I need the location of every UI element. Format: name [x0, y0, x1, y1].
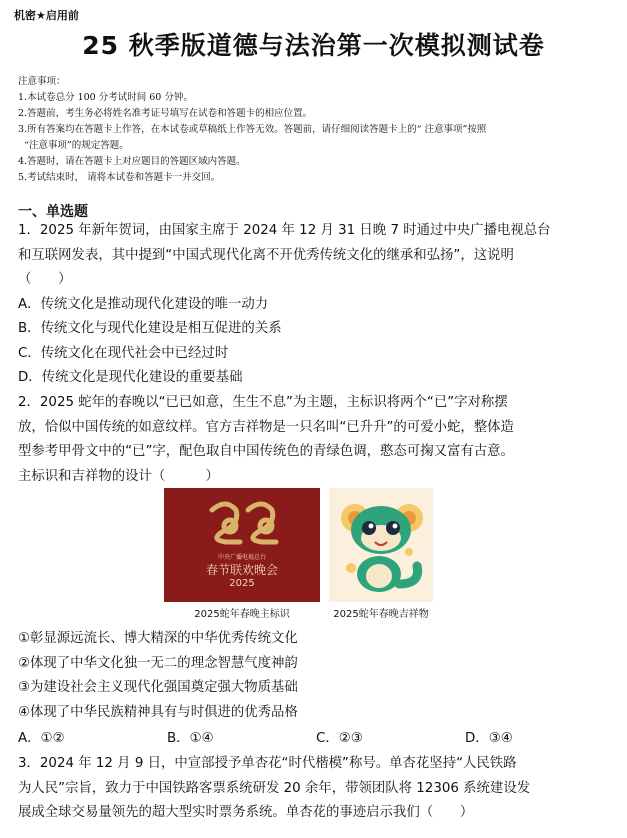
notice-item: 1.本试卷总分 100 分考试时间 60 分钟。: [18, 92, 193, 103]
question-3-line: 展成全球交易量领先的超大型实时票务系统。单杏花的事迹启示我们（ ）: [18, 805, 474, 820]
question-2-option-b: B．①④: [167, 731, 214, 746]
notice-item: 3.所有答案均在答题卡上作答，在本试卷或草稿纸上作答无效。答题前，请仔细阅读答题卡上的“ 注意事项”按照: [18, 124, 487, 135]
gala-org-text: 中央广播电视总台: [217, 554, 266, 561]
question-1-option-c: C．传统文化在现代社会中已经过时: [18, 345, 229, 361]
question-3-line: 3．2024 年 12 月 9 日，中宣部授予单杏花“时代楷模”称号。单杏花坚持“人民铁路: [18, 756, 517, 771]
figure-gala-mascot: [329, 488, 433, 620]
question-3-line: 为人民”宗旨，致力于中国铁路客票系统研发 20 余年，带领团队将 12306 系统建设发: [18, 780, 531, 796]
statement-1: ①彰显源远流长、博大精深的中华优秀传统文化: [18, 631, 298, 646]
question-1-option-a: A．传统文化是推动现代化建设的唯一动力: [18, 296, 269, 312]
notice-item: 4.答题时，请在答题卡上对应题目的答题区域内答题。: [18, 156, 246, 167]
question-2-option-d: D．③④: [465, 731, 513, 746]
question-2-line: 型参考甲骨文中的“已”字，配色取自中国传统色的青绿色调，憨态可掬又富有古意。: [18, 444, 514, 459]
gala-logo-image: [164, 488, 320, 602]
question-2-line: 放，恰似中国传统的如意纹样。官方吉祥物是一只名叫“已升升”的可爱小蛇，整体造: [18, 419, 514, 435]
gala-name-text: 春节联欢晚会: [205, 563, 278, 577]
mascot-image: [329, 488, 433, 602]
question-1-line: 1．2025 年新年贺词，由国家主席于 2024 年 12 月 31 日晚 7 时通过中央广播电视总台: [18, 223, 551, 238]
question-1: [18, 219, 614, 391]
question-3: [18, 752, 614, 826]
confidential-label: 机密★启用前: [14, 9, 79, 22]
statement-4: ④体现了中华民族精神具有与时俱进的优秀品格: [18, 704, 298, 720]
section-heading: 一、单选题: [18, 204, 88, 220]
question-2-option-c: C．②③: [316, 731, 363, 746]
question-1-option-d: D．传统文化是现代化建设的重要基础: [18, 370, 243, 385]
question-2-options: [18, 727, 614, 746]
gala-year-text: 2025: [229, 578, 255, 589]
figure-caption: 2025蛇年春晚主标识: [194, 609, 290, 620]
question-1-option-b: B．传统文化与现代化建设是相互促进的关系: [18, 321, 282, 336]
snake-mascot-icon: [329, 488, 433, 602]
notice-heading: 注意事项：: [18, 76, 66, 87]
question-2: [18, 391, 614, 489]
exam-title: 25 秋季版道德与法治第一次模拟测试卷: [82, 31, 545, 60]
figure-gala-logo: [164, 488, 320, 620]
statement-3: ③为建设社会主义现代化强国奠定强大物质基础: [18, 680, 298, 695]
question-2-line: 主标识和吉祥物的设计（ ）: [18, 468, 219, 484]
notice-item: 5.考试结束时， 请将本试卷和答题卡一并交回。: [18, 172, 221, 183]
question-1-line: （ ）: [18, 272, 72, 287]
notice-item: 2.答题前，考生务必将姓名准考证号填写在试卷和答题卡的相应位置。: [18, 108, 313, 119]
question-2-line: 2．2025 蛇年的春晚以“已已如意，生生不息”为主题，主标识将两个“已”字对称摆: [18, 395, 508, 410]
figure-caption: 2025蛇年春晚吉祥物: [333, 609, 429, 620]
notice-item: “注意事项”的规定答题。: [24, 140, 129, 151]
statement-2: ②体现了中华文化独一无二的理念智慧气度神韵: [18, 655, 298, 671]
question-1-line: 和互联网发表，其中提到“中国式现代化离不开优秀传统文化的继承和弘扬”，这说明: [18, 247, 514, 263]
question-2-statements: [18, 627, 614, 725]
question-2-option-a: A．①②: [18, 731, 65, 746]
notice-block: [18, 74, 618, 186]
